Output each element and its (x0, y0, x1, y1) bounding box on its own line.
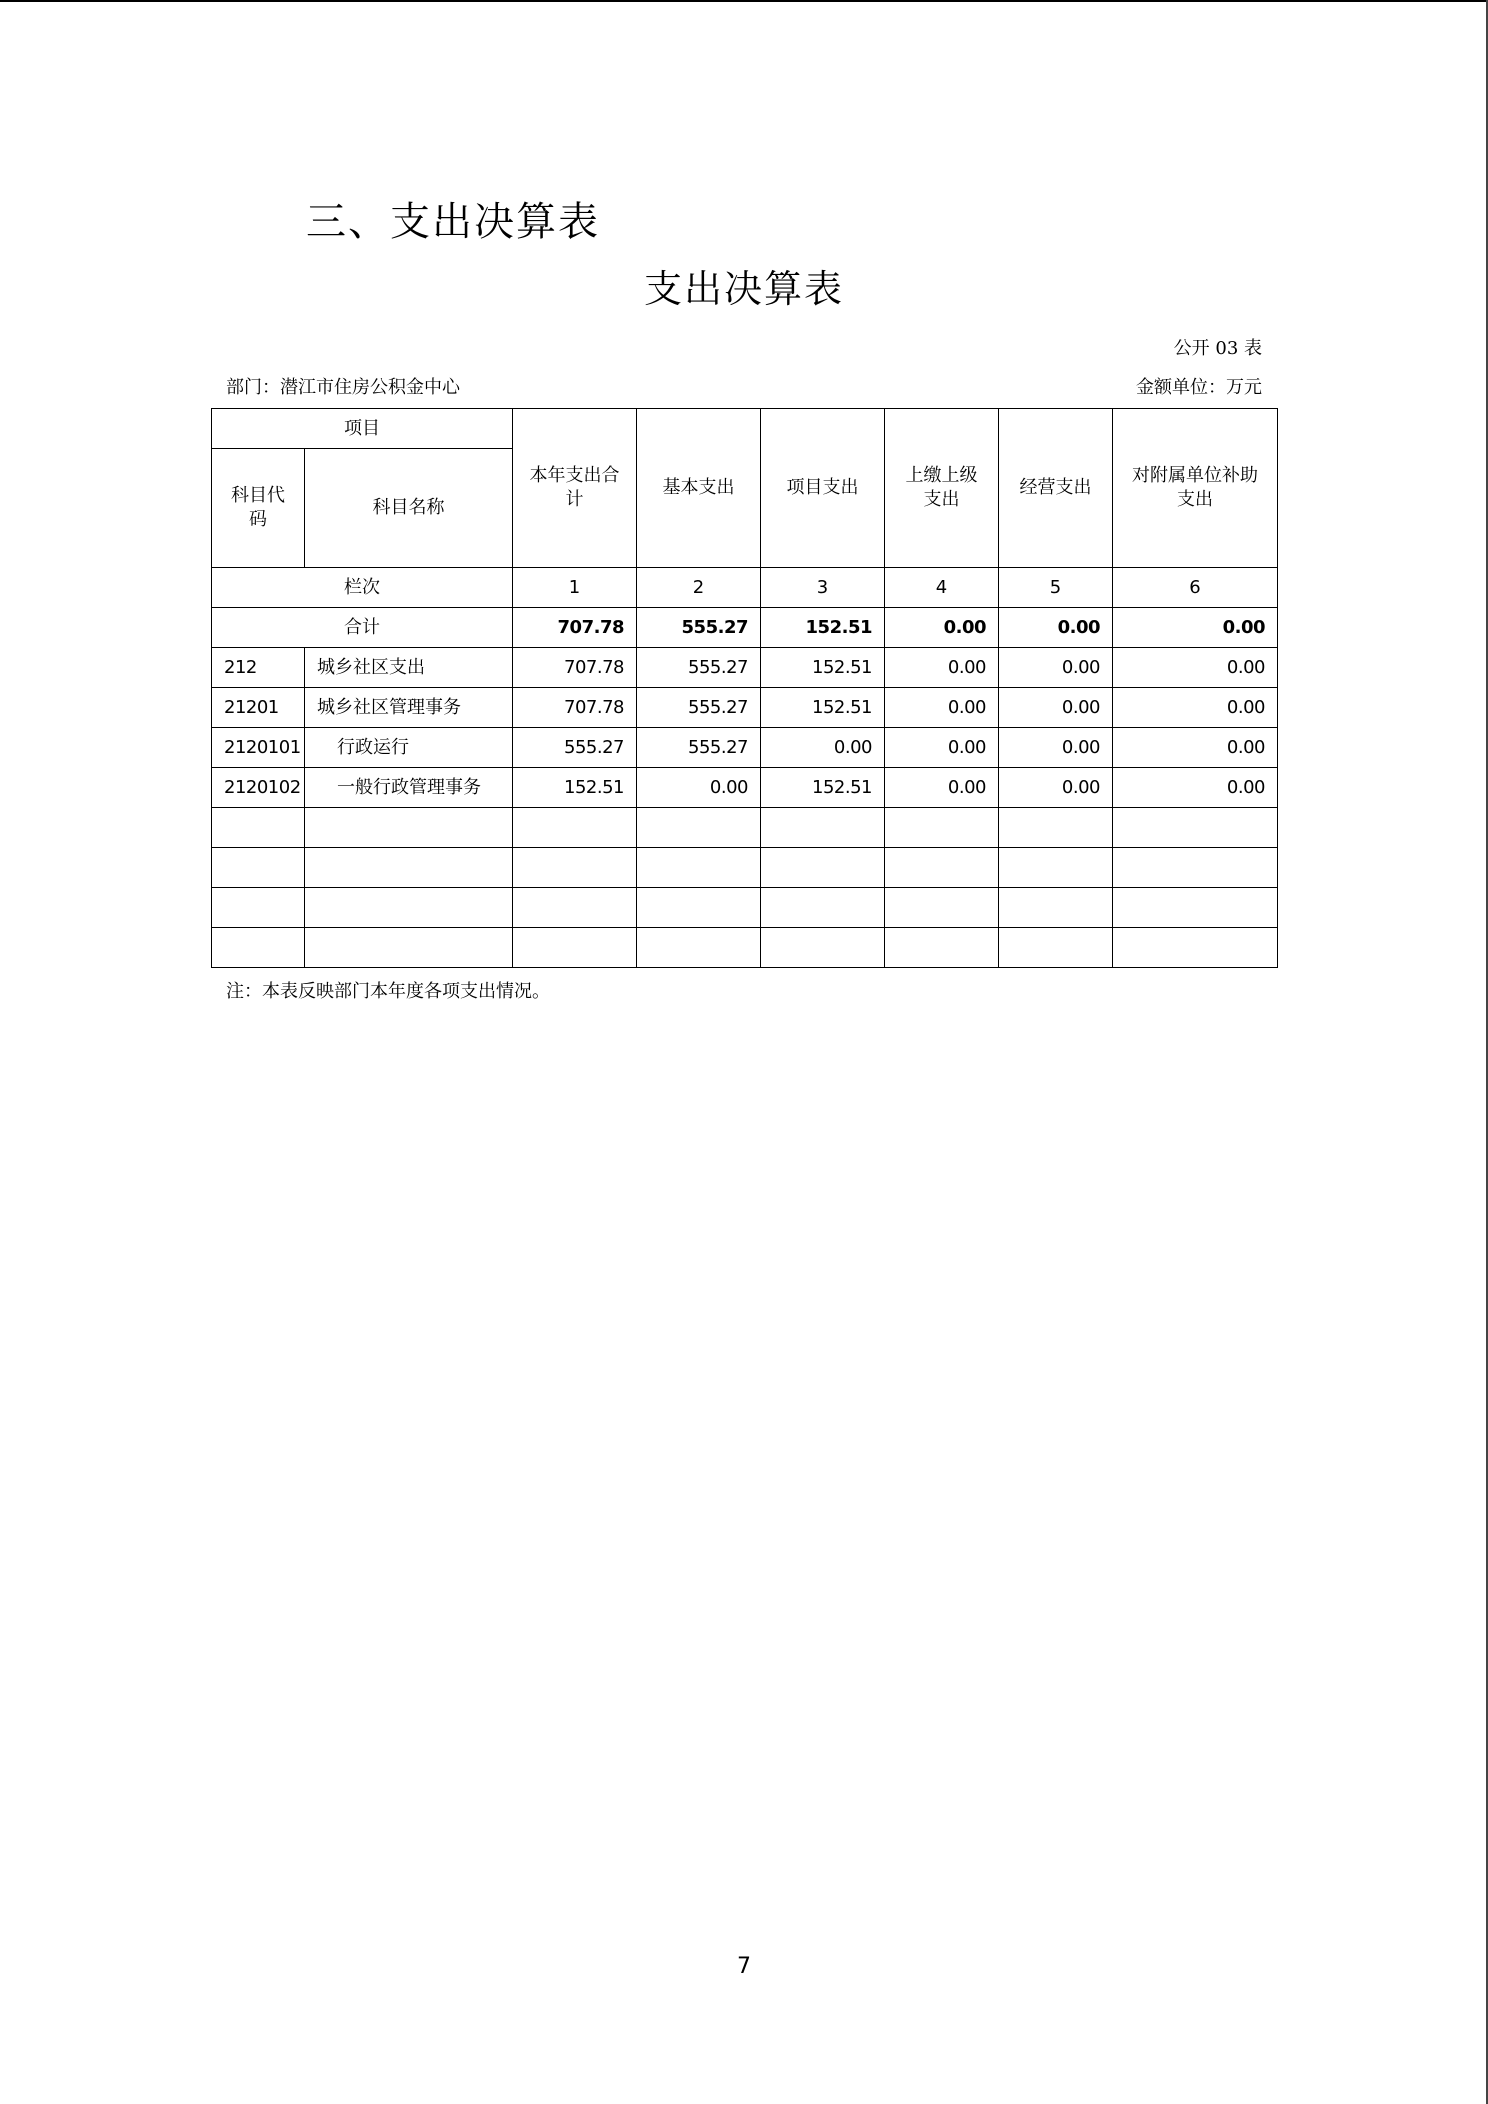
header-subsidy: 对附属单位补助支出 (1113, 409, 1278, 568)
empty-row (212, 848, 1278, 888)
empty-row (212, 808, 1278, 848)
row-value: 707.78 (513, 648, 637, 688)
row-value: 0.00 (1113, 648, 1278, 688)
total-value: 555.27 (637, 608, 761, 648)
row-value: 0.00 (885, 768, 999, 808)
empty-cell (999, 888, 1113, 928)
empty-cell (637, 928, 761, 968)
row-value: 555.27 (513, 728, 637, 768)
empty-cell (513, 808, 637, 848)
header-basic: 基本支出 (637, 409, 761, 568)
row-value: 152.51 (761, 768, 885, 808)
total-value: 0.00 (1113, 608, 1278, 648)
empty-cell (761, 928, 885, 968)
empty-cell (212, 888, 305, 928)
table-row (212, 728, 1278, 768)
total-value: 0.00 (999, 608, 1113, 648)
row-value: 707.78 (513, 688, 637, 728)
empty-cell (1113, 888, 1278, 928)
section-heading: 三、支出决算表 (306, 199, 600, 245)
department-label: 部门：潜江市住房公积金中心 (226, 377, 460, 398)
row-value: 0.00 (761, 728, 885, 768)
row-value: 0.00 (999, 648, 1113, 688)
empty-cell (1113, 928, 1278, 968)
empty-cell (885, 928, 999, 968)
table-row (212, 768, 1278, 808)
empty-cell (513, 888, 637, 928)
row-value: 0.00 (1113, 728, 1278, 768)
empty-cell (885, 888, 999, 928)
empty-cell (761, 808, 885, 848)
empty-cell (1113, 848, 1278, 888)
empty-cell (305, 928, 513, 968)
empty-cell (637, 808, 761, 848)
page-number: 7 (737, 1954, 751, 1979)
column-index: 4 (885, 568, 999, 608)
header-name: 科目名称 (305, 449, 513, 568)
column-index: 6 (1113, 568, 1278, 608)
row-name: 一般行政管理事务 (305, 768, 513, 808)
empty-cell (637, 888, 761, 928)
column-index: 1 (513, 568, 637, 608)
empty-cell (637, 848, 761, 888)
total-value: 152.51 (761, 608, 885, 648)
expenditure-table (211, 408, 1278, 968)
header-code: 科目代码 (212, 449, 305, 568)
amount-unit-label: 金额单位：万元 (1136, 377, 1262, 398)
header-business: 经营支出 (999, 409, 1113, 568)
row-value: 0.00 (637, 768, 761, 808)
row-value: 0.00 (1113, 768, 1278, 808)
table-note: 注：本表反映部门本年度各项支出情况。 (226, 981, 550, 1002)
empty-cell (885, 848, 999, 888)
row-value: 0.00 (885, 688, 999, 728)
column-index: 5 (999, 568, 1113, 608)
empty-cell (761, 888, 885, 928)
row-value: 0.00 (999, 688, 1113, 728)
empty-cell (305, 848, 513, 888)
empty-cell (761, 848, 885, 888)
row-code: 2120102 (212, 768, 305, 808)
column-index: 2 (637, 568, 761, 608)
form-number: 公开 03 表 (1173, 338, 1262, 359)
empty-cell (513, 928, 637, 968)
empty-row (212, 888, 1278, 928)
row-value: 152.51 (761, 688, 885, 728)
row-value: 0.00 (999, 728, 1113, 768)
row-name: 城乡社区支出 (305, 648, 513, 688)
table-row (212, 648, 1278, 688)
empty-cell (212, 928, 305, 968)
row-value: 555.27 (637, 648, 761, 688)
column-index: 3 (761, 568, 885, 608)
empty-row (212, 928, 1278, 968)
header-upper: 上缴上级支出 (885, 409, 999, 568)
empty-cell (999, 848, 1113, 888)
empty-cell (305, 808, 513, 848)
table-title: 支出决算表 (643, 267, 844, 311)
row-code: 2120101 (212, 728, 305, 768)
row-value: 0.00 (1113, 688, 1278, 728)
row-name: 行政运行 (305, 728, 513, 768)
empty-cell (212, 848, 305, 888)
column-index-label: 栏次 (212, 568, 513, 608)
header-project: 项目支出 (761, 409, 885, 568)
total-label: 合计 (212, 608, 513, 648)
row-value: 152.51 (513, 768, 637, 808)
row-value: 555.27 (637, 688, 761, 728)
row-value: 0.00 (885, 648, 999, 688)
empty-cell (999, 928, 1113, 968)
header-item: 项目 (212, 409, 513, 449)
header-total: 本年支出合计 (513, 409, 637, 568)
empty-cell (999, 808, 1113, 848)
total-row (212, 608, 1278, 648)
row-value: 0.00 (885, 728, 999, 768)
row-value: 0.00 (999, 768, 1113, 808)
total-value: 0.00 (885, 608, 999, 648)
row-code: 212 (212, 648, 305, 688)
empty-cell (212, 808, 305, 848)
row-value: 152.51 (761, 648, 885, 688)
table-row (212, 688, 1278, 728)
total-value: 707.78 (513, 608, 637, 648)
empty-cell (885, 808, 999, 848)
empty-cell (1113, 808, 1278, 848)
row-value: 555.27 (637, 728, 761, 768)
empty-cell (305, 888, 513, 928)
row-name: 城乡社区管理事务 (305, 688, 513, 728)
row-code: 21201 (212, 688, 305, 728)
empty-cell (513, 848, 637, 888)
page-top-border (0, 0, 1488, 2)
